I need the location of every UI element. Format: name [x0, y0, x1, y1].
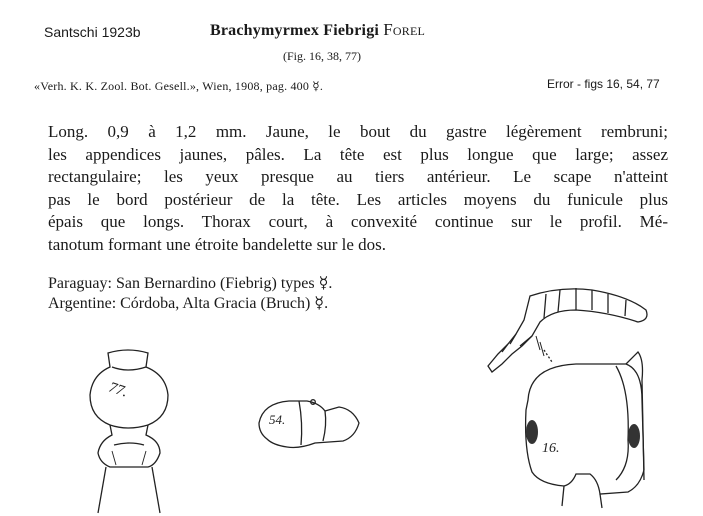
locality-item: Argentine: Córdoba, Alta Gracia (Bruch) ☿.: [48, 295, 329, 312]
margin-note-right: Error - figs 16, 54, 77: [547, 77, 660, 91]
locality-item: Paraguay: San Bernardino (Fiebrig) types ☿.: [48, 275, 333, 292]
head-antenna-drawing-icon: [480, 280, 680, 510]
figure-label-16: 16.: [542, 441, 560, 456]
figure-label-77: 77.: [106, 379, 130, 401]
figure-references: (Fig. 16, 38, 77): [283, 49, 361, 63]
thorax-dorsal-drawing-icon: [60, 345, 200, 515]
species-name: Brachymyrmex Fiebrigi: [210, 22, 380, 39]
description-line: tanotum formant une étroite bandelette sur le dos.: [48, 234, 387, 254]
locality-list: [48, 274, 332, 314]
bibliographic-reference: «Verh. K. K. Zool. Bot. Gesell.», Wien, 1908, pag. 400 ☿.: [34, 79, 324, 93]
description-line: pas le bord postérieur de la tête. Les articles moyens du funicule plus: [48, 189, 668, 209]
description-line: Long. 0,9 à 1,2 mm. Jaune, le bout du gastre légèrement rembruni;: [48, 122, 668, 141]
description-line: rectangulaire; les yeux presque au tiers antérieur. Le scape n'atteint: [48, 167, 668, 186]
description-line: épais que longs. Thorax court, à convexité continue sur le profil. Mé-: [48, 212, 668, 231]
species-description: [48, 121, 668, 256]
species-title: [210, 20, 425, 40]
description-line: les appendices jaunes, pâles. La tête est plus longue que large; assez: [48, 144, 668, 164]
species-author: Forel: [383, 20, 426, 39]
figure-label-54: 54.: [269, 412, 286, 427]
margin-note-left: Santschi 1923b: [44, 24, 141, 40]
thorax-profile-drawing-icon: [255, 393, 365, 453]
